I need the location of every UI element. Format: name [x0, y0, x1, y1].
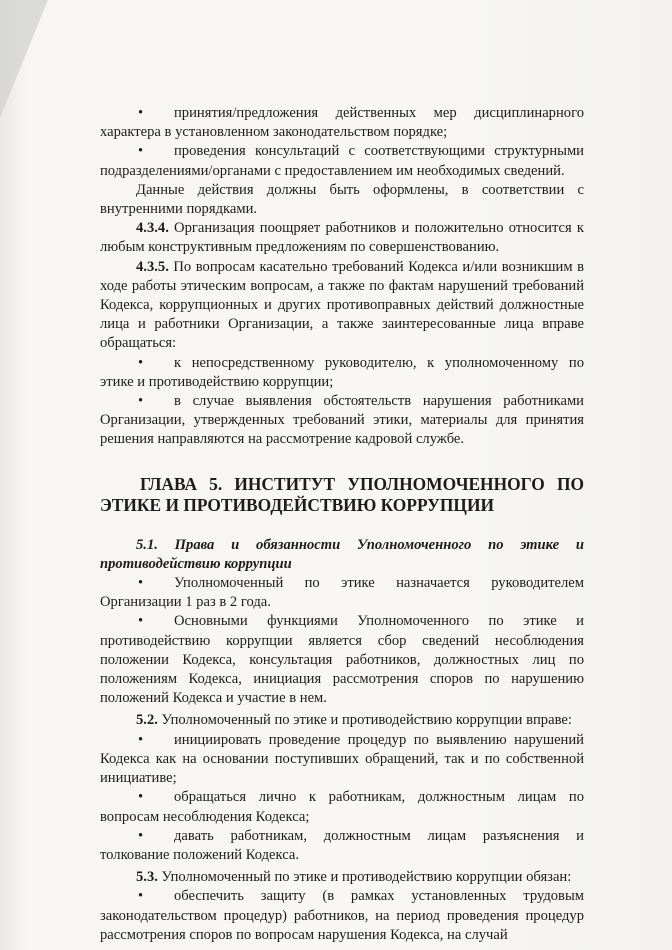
- clause-number: 5.3.: [136, 869, 158, 886]
- bullet-paragraph: • Уполномоченный по этике назначается руководителем Организации 1 раз в 2 года.: [100, 575, 584, 611]
- bullet-paragraph: • принятия/предложения действенных мер дисциплинарного характера в установленном законодательством порядке;: [100, 105, 584, 141]
- clause-number: 4.3.5.: [136, 258, 169, 275]
- bullet-paragraph: • обеспечить защиту (в рамках установленных трудовым законодательством процедур) работников, на период проведения процедур рассмотрения споров по вопросам нарушения Кодекса, на случай: [100, 888, 584, 943]
- document-body: [100, 104, 584, 945]
- bullet-icon: •: [138, 575, 144, 592]
- subsection-heading: 5.1. Права и обязанности Уполномоченного по этике и противодействию коррупции: [100, 536, 584, 572]
- bullet-icon: •: [138, 789, 144, 806]
- numbered-paragraph: 4.3.5. По вопросам касательно требований Кодекса и/или возникшим в ходе работы этическим вопросам, а также по фактам нарушений требований Кодекса, коррупционных и других противоправных действий должностные лица и работники Организации, а также заинтересованные лица вправе обращаться:: [100, 258, 584, 352]
- bullet-icon: •: [138, 613, 144, 630]
- bullet-icon: •: [138, 827, 144, 844]
- text-paragraph: Данные действия должны быть оформлены, в соответствии с внутренними порядками.: [100, 181, 584, 218]
- bullet-icon: •: [138, 888, 144, 905]
- bullet-paragraph: • инициировать проведение процедур по выявлению нарушений Кодекса как на основании поступивших обращений, так и по собственной инициативе;: [100, 731, 584, 787]
- page-fold-shadow: [0, 0, 48, 118]
- bullet-paragraph: • давать работникам, должностным лицам разъяснения и толкование положений Кодекса.: [100, 827, 584, 863]
- bullet-paragraph: • обращаться лично к работникам, должностным лицам по вопросам несоблюдения Кодекса;: [100, 789, 584, 825]
- bullet-paragraph: • проведения консультаций с соответствующими структурными подразделениями/органами с предоставлением им необходимых сведений.: [100, 143, 584, 179]
- bullet-icon: •: [138, 731, 144, 748]
- bullet-icon: •: [138, 143, 144, 160]
- bullet-icon: •: [138, 354, 144, 371]
- bullet-paragraph: • к непосредственному руководителю, к уполномоченному по этике и противодействию коррупции;: [100, 354, 584, 390]
- chapter-heading: ГЛАВА 5. ИНСТИТУТ УПОЛНОМОЧЕННОГО ПО ЭТИКЕ И ПРОТИВОДЕЙСТВИЮ КОРРУПЦИИ: [100, 473, 584, 515]
- clause-number: 4.3.4.: [136, 220, 169, 237]
- numbered-paragraph: 5.2. Уполномоченный по этике и противодействию коррупции вправе:: [136, 712, 572, 729]
- bullet-paragraph: • в случае выявления обстоятельств нарушения работниками Организации, утвержденных требований этики, материалы для принятия решения направляются на рассмотрение кадровой службе.: [100, 393, 584, 448]
- bullet-icon: •: [138, 105, 144, 121]
- clause-number: 5.2.: [136, 712, 158, 729]
- bullet-paragraph: • Основными функциями Уполномоченного по этике и противодействию коррупции является сбор сведений несоблюдения положении Кодекса, консультация работников, должностных лиц по положениям Кодекса, инициация рассмотрения споров по нарушению положений Кодекса и участие в нем.: [100, 613, 584, 707]
- numbered-paragraph: 4.3.4. Организация поощряет работников и положительно относится к любым конструктивным предложениям по совершенствованию.: [100, 220, 584, 256]
- numbered-paragraph: 5.3. Уполномоченный по этике и противодействию коррупции обязан:: [136, 869, 572, 886]
- bullet-icon: •: [138, 393, 144, 410]
